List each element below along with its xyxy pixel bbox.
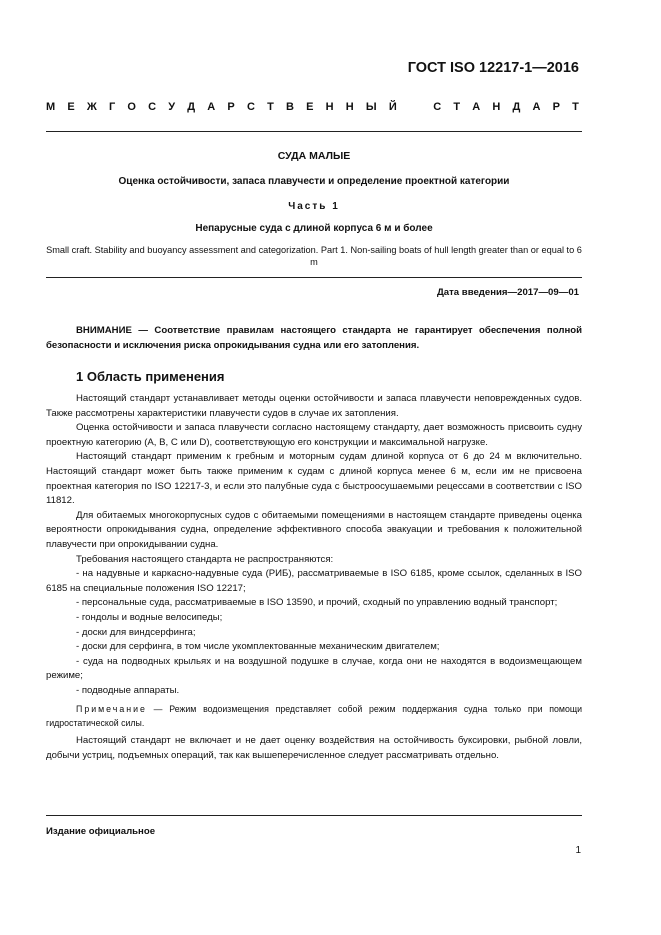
banner-letter: А (532, 101, 541, 113)
introduction-date: Дата введения—2017—09—01 (436, 287, 579, 298)
banner-letter: О (127, 101, 136, 113)
paragraph: Настоящий стандарт применим к гребным и моторным судам длиной корпуса от 6 до 24 м включительно. Настоящий стандарт может быть также применим к судам с длиной корпуса менее 6 м, если им не присвоена проектная категория по ISO 12217-3, и если это палубные суда с быстроосушаемыми рецессами в соответствии с ISO 11812. (46, 451, 582, 507)
banner-letter: Е (67, 101, 75, 113)
paragraph: Оценка остойчивости и запаса плавучести согласно настоящему стандарту, дает возможность присвоить судну проектную категорию (А, В, С или D), соответствующую его конструкции и максимальной нагрузке. (46, 422, 582, 448)
document-title: СУДА МАЛЫЕ (277, 150, 351, 162)
document-subtitle: Оценка остойчивости, запаса плавучести и определение проектной категории (118, 176, 510, 187)
section-heading: 1 Область применения (76, 369, 225, 384)
banner-letter: Е (306, 101, 314, 113)
document-code: ГОСТ ISO 12217-1—2016 (407, 60, 579, 76)
banner-letter: Н (492, 101, 501, 113)
banner-letter: В (285, 101, 294, 113)
paragraph: Для обитаемых многокорпусных судов с обитаемыми помещениями в настоящем стандарте приведены оценка вероятности опрокидывания судна, определение эффективного способа эвакуации и требования к положительной плавучести при опрокидывании судна. (46, 509, 582, 550)
banner-letter: Н (325, 101, 334, 113)
banner-letter: М (46, 101, 56, 113)
paragraph: Настоящий стандарт не включает и не дает оценку воздействия на остойчивость буксировки, рыбной ловли, добычи устриц, подъемных операций, так как вышеперечисленное следует рассматривать отдельно. (46, 735, 582, 762)
banner-letter: Р (227, 101, 235, 113)
banner-letter: Т (572, 101, 579, 113)
note-text: — Режим водоизмещения представляет собой режим поддержания судна только при помощи гидростатической силы. (46, 704, 582, 729)
title-rule (46, 277, 582, 278)
list-item: - персональные суда, рассматриваемые в ISO 13590, и прочий, сходный по управлению водный транспорт; (76, 597, 558, 609)
part-title: Непарусные суда с длиной корпуса 6 м и более (195, 223, 433, 234)
official-edition-label: Издание официальное (46, 826, 156, 837)
banner-letter: А (207, 101, 216, 113)
warning-paragraph: ВНИМАНИЕ — Соответствие правилам настоящего стандарта не гарантирует обеспечения полной безопасности и исключения риска опрокидывания судна или его затопления. (46, 325, 582, 351)
list-item: - подводные аппараты. (76, 684, 180, 696)
banner-letter: Й (388, 101, 397, 113)
banner-letter: У (168, 101, 176, 113)
page-number: 1 (575, 845, 581, 856)
footer-rule (46, 815, 582, 816)
banner-letter: Т (453, 101, 461, 113)
interstate-standard-banner (46, 101, 579, 113)
banner-letter: Т (267, 101, 274, 113)
banner-letter: С (246, 101, 255, 113)
banner-letter: С (148, 101, 157, 113)
list-item: - доски для виндсерфинга; (76, 626, 196, 638)
banner-letter: Г (108, 101, 116, 113)
paragraph: Настоящий стандарт устанавливает методы оценки остойчивости и запаса плавучести неповрежденных судов. Также рассмотрены характеристики плавучести судов в случае их затопления. (46, 393, 582, 419)
banner-letter: Р (552, 101, 560, 113)
header-rule (46, 131, 582, 132)
list-item: - суда на подводных крыльях и на воздушной подушке в случае, когда они не находятся в водоизмещающем режиме; (46, 655, 582, 682)
english-title: Small craft. Stability and buoyancy assessment and categorization. Part 1. Non-sailing boats of hull length greater than or equal to 6 m (46, 245, 582, 267)
document-part: Часть 1 (288, 201, 340, 212)
list-item: - на надувные и каркасно-надувные суда (РИБ), рассматриваемые в ISO 6185, кроме ссылок, сделанных в ISO 6185 на специальные положения ISO 12217; (46, 568, 582, 594)
banner-letter: Ж (86, 101, 97, 113)
banner-letter: Н (345, 101, 354, 113)
banner-letter: Ы (365, 101, 377, 113)
banner-letter: Д (187, 101, 196, 113)
warning-text (46, 324, 582, 353)
banner-letter: Д (512, 101, 521, 113)
section-body (46, 392, 582, 764)
banner-letter: А (472, 101, 481, 113)
note (46, 702, 582, 730)
note-label: Примечание (76, 704, 147, 715)
list-item: - гондолы и водные велосипеды; (76, 611, 223, 623)
list-item: - доски для серфинга, в том числе укомплектованные механическим двигателем; (76, 641, 440, 653)
paragraph: Требования настоящего стандарта не распространяются: (76, 553, 334, 565)
banner-letter: С (433, 101, 442, 113)
